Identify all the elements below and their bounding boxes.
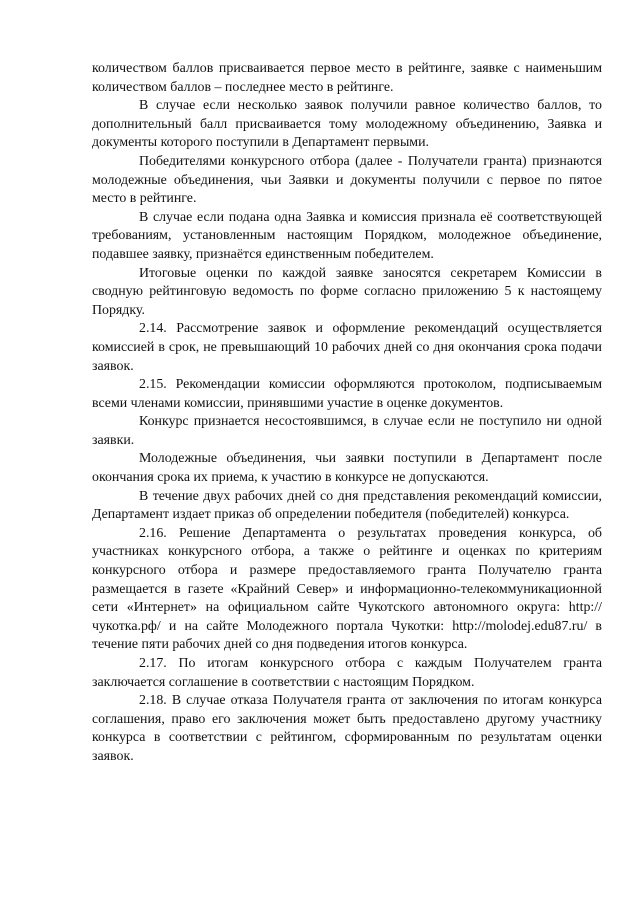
paragraph-order-issued: В течение двух рабочих дней со дня представления рекомендаций комиссии, Департамент издает приказ об определении победителя (победителей) конкурса. xyxy=(92,488,602,523)
paragraph-final-scores: Итоговые оценки по каждой заявке заносятся секретарем Комиссии в сводную рейтинговую ведомость по форме согласно приложению 5 к настоящему Порядку. xyxy=(92,265,602,318)
paragraph-2-14: 2.14. Рассмотрение заявок и оформление рекомендаций осуществляется комиссией в срок, не превышающий 10 рабочих дней со дня окончания срока подачи заявок. xyxy=(92,321,602,374)
paragraph-2-17: 2.17. По итогам конкурсного отбора с каждым Получателем гранта заключается соглашение в соответствии с настоящим Порядком. xyxy=(92,656,602,690)
paragraph-2-18: 2.18. В случае отказа Получателя гранта от заключения по итогам конкурса соглашения, право его заключения может быть предоставлено другому участнику конкурса в соответствии с рейтингом, сформированным по результатам оценки заявок. xyxy=(92,693,602,764)
paragraph-winners: Победителями конкурсного отбора (далее - Получатели гранта) признаются молодежные объединения, чьи Заявки и документы получили с первое по пятое место в рейтинге. xyxy=(92,153,602,207)
paragraph-continuation: количеством баллов присваивается первое место в рейтинге, заявке с наименьшим количеством баллов – последнее место в рейтинге. xyxy=(92,61,602,95)
paragraph-late-applications: Молодежные объединения, чьи заявки поступили в Департамент после окончания срока их приема, к участию в конкурсе не допускаются. xyxy=(92,451,602,486)
paragraph-2-16: 2.16. Решение Департамента о результатах проведения конкурса, об участниках конкурсного отбора, а также о рейтинге и оценках по критериям конкурсного отбора и размере предоставляемого гранта Получателю гранта размещается в газете «Крайний Север» и информационно-телекоммуникационной сети «Интернет» на официальном сайте Чукотского автономного округа: http://чукотка.рф/ и на сайте Молодежного портала Чукотки: http://molodej.edu87.ru/ в течение пяти рабочих дней со дня подведения итогов конкурса. xyxy=(92,525,602,653)
paragraph-single-application: В случае если подана одна Заявка и комиссия признала её соответствующей требованиям, установленным настоящим Порядком, молодежное объединение, подавшее заявку, признаётся единственным победителем. xyxy=(92,209,602,262)
document-page xyxy=(92,60,602,767)
paragraph-contest-failed: Конкурс признается несостоявшимся, в случае если не поступило ни одной заявки. xyxy=(92,414,602,448)
paragraph-2-15: 2.15. Рекомендации комиссии оформляются протоколом, подписываемым всеми членами комиссии, принявшими участие в оценке документов. xyxy=(92,377,602,411)
paragraph-equal-scores: В случае если несколько заявок получили равное количество баллов, то дополнительный балл присваивается тому молодежному объединению, Заявка и документы которого поступили в Департамент первыми. xyxy=(92,98,602,151)
